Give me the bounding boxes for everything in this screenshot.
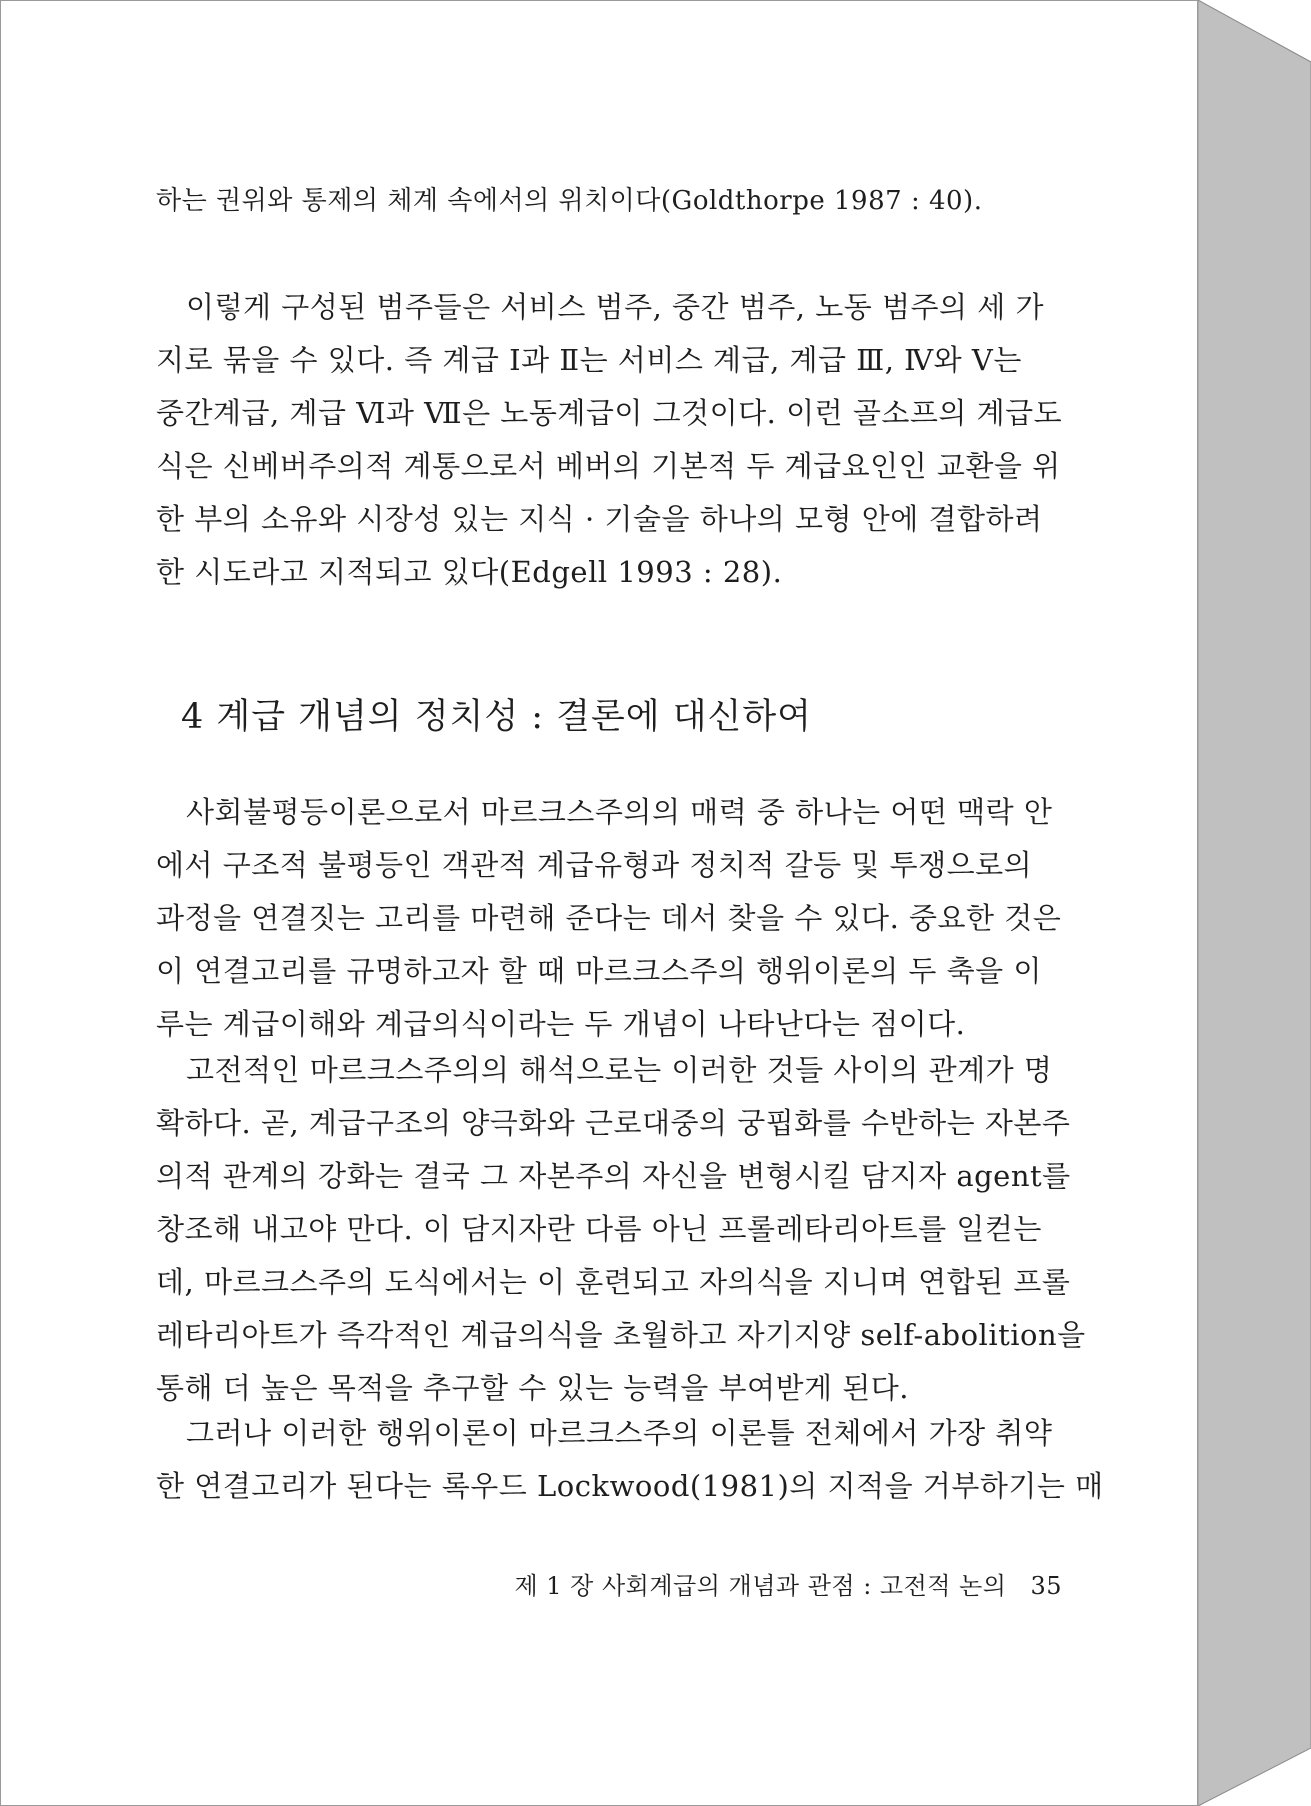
section-heading: 4 계급 개념의 정치성 : 결론에 대신하여 — [181, 697, 812, 737]
text-line: 이 연결고리를 규명하고자 할 때 마르크스주의 행위이론의 두 축을 이 — [156, 954, 1042, 988]
text-line: 지로 묶을 수 있다. 즉 계급 Ⅰ과 Ⅱ는 서비스 계급, 계급 Ⅲ, Ⅳ와 Ⅴ는 — [156, 343, 1022, 377]
text-line: 고전적인 마르크스주의의 해석으로는 이러한 것들 사이의 관계가 명 — [186, 1053, 1053, 1087]
text-line: 루는 계급이해와 계급의식이라는 두 개념이 나타난다는 점이다. — [156, 1007, 966, 1041]
text-line: 한 부의 소유와 시장성 있는 지식 · 기술을 하나의 모형 안에 결합하려 — [156, 502, 1043, 536]
text-line: 데, 마르크스주의 도식에서는 이 훈련되고 자의식을 지니며 연합된 프롤 — [156, 1265, 1071, 1299]
text-line: 에서 구조적 불평등인 객관적 계급유형과 정치적 갈등 및 투쟁으로의 — [156, 848, 1033, 882]
text-line: 중간계급, 계급 Ⅵ과 Ⅶ은 노동계급이 그것이다. 이런 골소프의 계급도 — [156, 396, 1063, 430]
text-line: 그러나 이러한 행위이론이 마르크스주의 이론틀 전체에서 가장 취약 — [186, 1416, 1053, 1450]
text-line: 한 시도라고 지적되고 있다(Edgell 1993 : 28). — [156, 555, 783, 589]
book-spine-shape — [1198, 0, 1311, 1806]
text-line: 확하다. 곧, 계급구조의 양극화와 근로대중의 궁핍화를 수반하는 자본주 — [156, 1106, 1071, 1140]
text-line: 식은 신베버주의적 계통으로서 베버의 기본적 두 계급요인인 교환을 위 — [156, 449, 1061, 483]
page-number: 35 — [1030, 1572, 1062, 1600]
continued-text-line — [156, 177, 1056, 225]
text-line: 과정을 연결짓는 고리를 마련해 준다는 데서 찾을 수 있다. 중요한 것은 — [156, 901, 1062, 935]
running-title: 제 1 장 사회계급의 개념과 관점 : 고전적 논의 — [514, 1572, 1007, 1600]
page-footer — [514, 1566, 1062, 1601]
paragraph-goldthorpe-categories — [156, 281, 1063, 599]
text-line: 의적 관계의 강화는 결국 그 자본주의 자신을 변형시킬 담지자 agent를 — [156, 1159, 1071, 1193]
text-line: 통해 더 높은 목적을 추구할 수 있는 능력을 부여받게 된다. — [156, 1371, 910, 1405]
text-line: 레타리아트가 즉각적인 계급의식을 초월하고 자기지양 self-abolition을 — [156, 1318, 1086, 1352]
text-line: 창조해 내고야 만다. 이 담지자란 다름 아닌 프롤레타리아트를 일컫는 — [156, 1212, 1042, 1246]
text-line: 한 연결고리가 된다는 록우드 Lockwood(1981)의 지적을 거부하기는 매 — [156, 1469, 1104, 1503]
text-line: 하는 권위와 통제의 체계 속에서의 위치이다(Goldthorpe 1987 : 40). — [156, 186, 983, 216]
text-line: 사회불평등이론으로서 마르크스주의의 매력 중 하나는 어떤 맥락 안 — [186, 795, 1053, 829]
paragraph-action-theory — [156, 1407, 1104, 1513]
text-line: 이렇게 구성된 범주들은 서비스 범주, 중간 범주, 노동 범주의 세 가 — [186, 290, 1044, 324]
paragraph-marxism-appeal — [156, 786, 1062, 1051]
paragraph-classical-interpretation — [156, 1044, 1086, 1415]
